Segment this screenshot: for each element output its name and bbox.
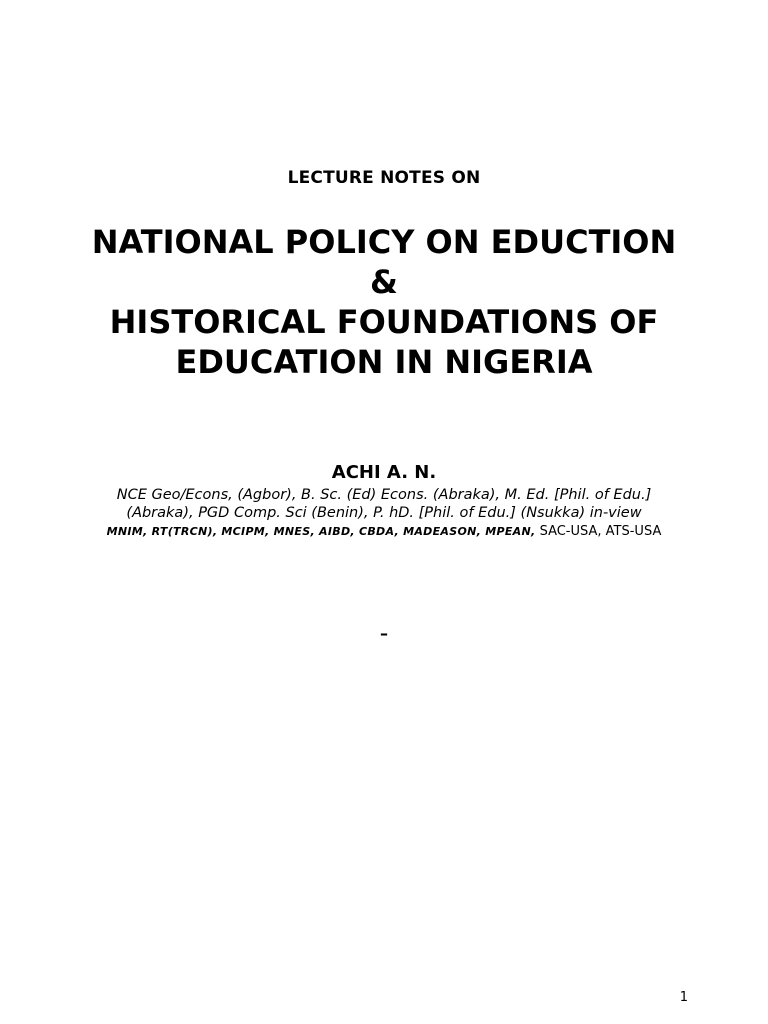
separator-dash: – bbox=[380, 624, 388, 643]
author-name: ACHI A. N. bbox=[331, 462, 437, 483]
document-subtitle: LECTURE NOTES ON bbox=[287, 168, 481, 188]
document-title bbox=[0, 222, 768, 382]
memberships-plain: SAC-USA, ATS-USA bbox=[535, 524, 662, 539]
author-block bbox=[0, 460, 768, 540]
title-line-3: HISTORICAL FOUNDATIONS OF bbox=[109, 303, 659, 341]
author-credentials: NCE Geo/Econs, (Agbor), B. Sc. (Ed) Econs. (Abraka), M. Ed. [Phil. of Edu.] (Abraka), PGD Comp. Sci (Benin), P. hD. [Phil. of Edu.] (Nsukka) in-view bbox=[116, 487, 652, 521]
title-line-4: EDUCATION IN NIGERIA bbox=[175, 343, 593, 381]
title-line-2: & bbox=[370, 263, 398, 301]
page-number: 1 bbox=[679, 990, 688, 1005]
title-line-1: NATIONAL POLICY ON EDUCTION bbox=[91, 223, 677, 261]
author-memberships bbox=[80, 523, 688, 540]
memberships-italic: MNIM, RT(TRCN), MCIPM, MNES, AIBD, CBDA, MADEASON, MPEAN, bbox=[106, 525, 536, 538]
